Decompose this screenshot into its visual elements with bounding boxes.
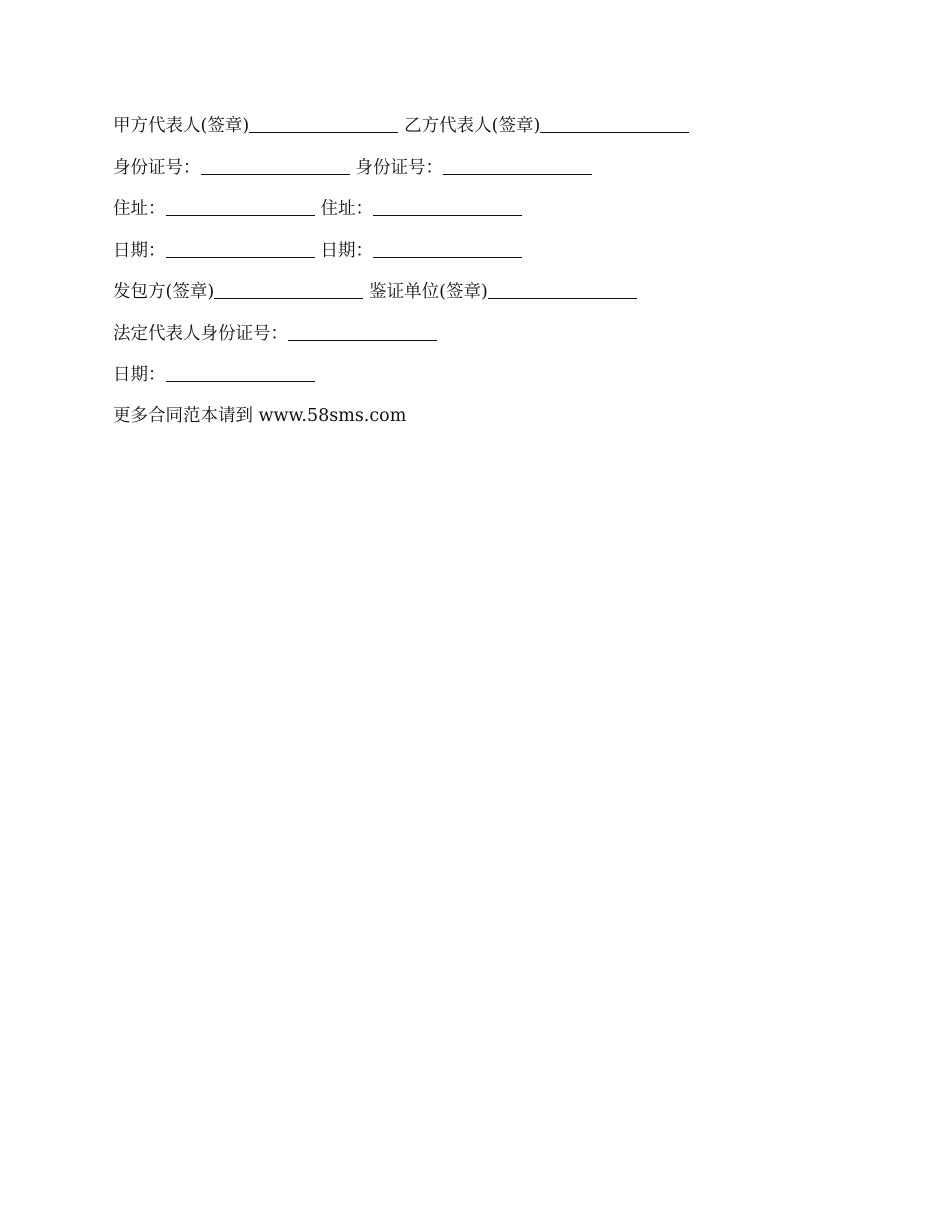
party-b-id-blank: [443, 154, 592, 175]
signature-line-dates: [113, 237, 873, 279]
party-b-address-blank: [373, 195, 522, 216]
party-b-date-blank: [373, 237, 522, 258]
contractor-signature-blank: [214, 278, 363, 299]
notary-unit-signature-label: 鉴证单位(签章): [369, 282, 488, 302]
party-b-id-label: 身份证号：: [355, 157, 443, 178]
final-date-blank: [166, 361, 315, 382]
signature-line-id-numbers: [113, 154, 873, 196]
party-a-date-blank: [166, 237, 315, 258]
party-a-id-label: 身份证号：: [113, 157, 201, 178]
final-date-label: 日期：: [113, 365, 166, 385]
footer-line: [113, 403, 873, 445]
footer-more-templates-text: 更多合同范本请到 www.58sms.com: [113, 405, 407, 426]
legal-representative-id-blank: [288, 320, 437, 341]
party-a-signature-blank: [249, 112, 398, 133]
signature-line-contractor-notary: [113, 278, 873, 320]
contractor-signature-label: 发包方(签章): [113, 282, 215, 302]
party-a-id-blank: [201, 154, 350, 175]
notary-unit-signature-blank: [488, 278, 637, 299]
party-a-representative-label: 甲方代表人(签章): [113, 116, 250, 136]
party-b-signature-blank: [540, 112, 689, 133]
signature-line-legal-rep-id: [113, 320, 873, 362]
contract-signature-section: [113, 112, 873, 444]
party-b-address-label: 住址：: [320, 199, 373, 219]
party-b-representative-label: 乙方代表人(签章): [404, 116, 541, 136]
signature-line-representatives: [113, 112, 873, 154]
party-a-address-blank: [166, 195, 315, 216]
party-a-date-label: 日期：: [113, 240, 166, 261]
legal-representative-id-label: 法定代表人身份证号：: [113, 323, 288, 344]
party-a-address-label: 住址：: [113, 199, 166, 219]
signature-line-addresses: [113, 195, 873, 237]
signature-line-final-date: [113, 361, 873, 403]
party-b-date-label: 日期：: [320, 240, 373, 261]
